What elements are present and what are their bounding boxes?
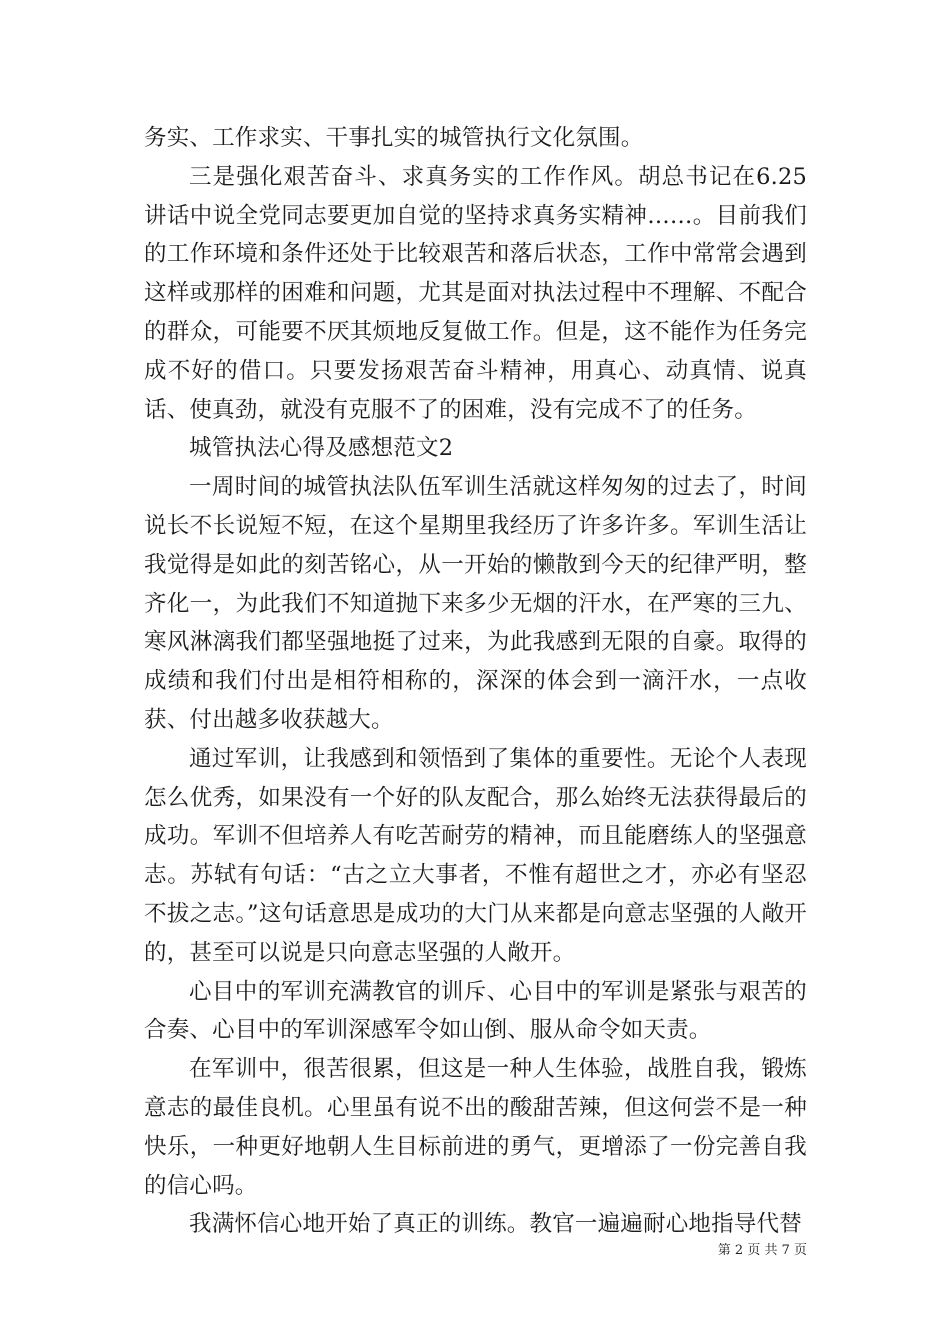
page-number-footer: 第 2 页 共 7 页 — [717, 1243, 807, 1258]
section-heading: 城管执法心得及感想范文2 — [189, 435, 454, 462]
document-body — [144, 119, 807, 1244]
paragraph-training-experience: 在军训中，很苦很累，但这是一种人生体验，战胜自我，锻炼意志的最佳良机。心里虽有说不出的酸甜苦辣，但这何尝不是一种快乐，一种更好地朝人生目标前进的勇气，更增添了一份完善自我的信心吗。 — [144, 1056, 807, 1199]
paragraph-work-style: 三是强化艰苦奋斗、求真务实的工作作风。胡总书记在6.25讲话中说全党同志要更加自觉的坚持求真务实精神……。目前我们的工作环境和条件还处于比较艰苦和落后状态，工作中常常会遇到这样或那样的困难和问题，尤其是面对执法过程中不理解、不配合的群众，可能要不厌其烦地反复做工作。但是，这不能作为任务完成不好的借口。只要发扬艰苦奋斗精神，用真心、动真情、说真话、使真劲，就没有克服不了的困难，没有完成不了的任务。 — [144, 163, 807, 423]
paragraph-military-training-week: 一周时间的城管执法队伍军训生活就这样匆匆的过去了，时间说长不长说短不短，在这个星期里我经历了许多许多。军训生活让我觉得是如此的刻苦铭心，从一开始的懒散到今天的纪律严明，整齐化一，为此我们不知道抛下来多少无烟的汗水，在严寒的三九、寒风淋漓我们都坚强地挺了过来，为此我感到无限的自豪。取得的成绩和我们付出是相符相称的，深深的体会到一滴汗水，一点收获、付出越多收获越大。 — [144, 474, 807, 733]
paragraph-training-impression: 心目中的军训充满教官的训斥、心目中的军训是紧张与艰苦的合奏、心目中的军训深感军令如山倒、服从命令如天责。 — [144, 978, 807, 1044]
paragraph-real-training: 我满怀信心地开始了真正的训练。教官一遍遍耐心地指导代替 — [189, 1211, 802, 1238]
paragraph-continuation: 务实、工作求实、干事扎实的城管执行文化氛围。 — [144, 125, 644, 151]
paragraph-collective-importance: 通过军训，让我感到和领悟到了集体的重要性。无论个人表现怎么优秀，如果没有一个好的队友配合，那么始终无法获得最后的成功。军训不但培养人有吃苦耐劳的精神，而且能磨练人的坚强意志。苏轼有句话：“古之立大事者，不惟有超世之才，亦必有坚忍不拔之志。”这句话意思是成功的大门从来都是向意志坚强的人敞开的，甚至可以说是只向意志坚强的人敞开。 — [144, 745, 807, 966]
